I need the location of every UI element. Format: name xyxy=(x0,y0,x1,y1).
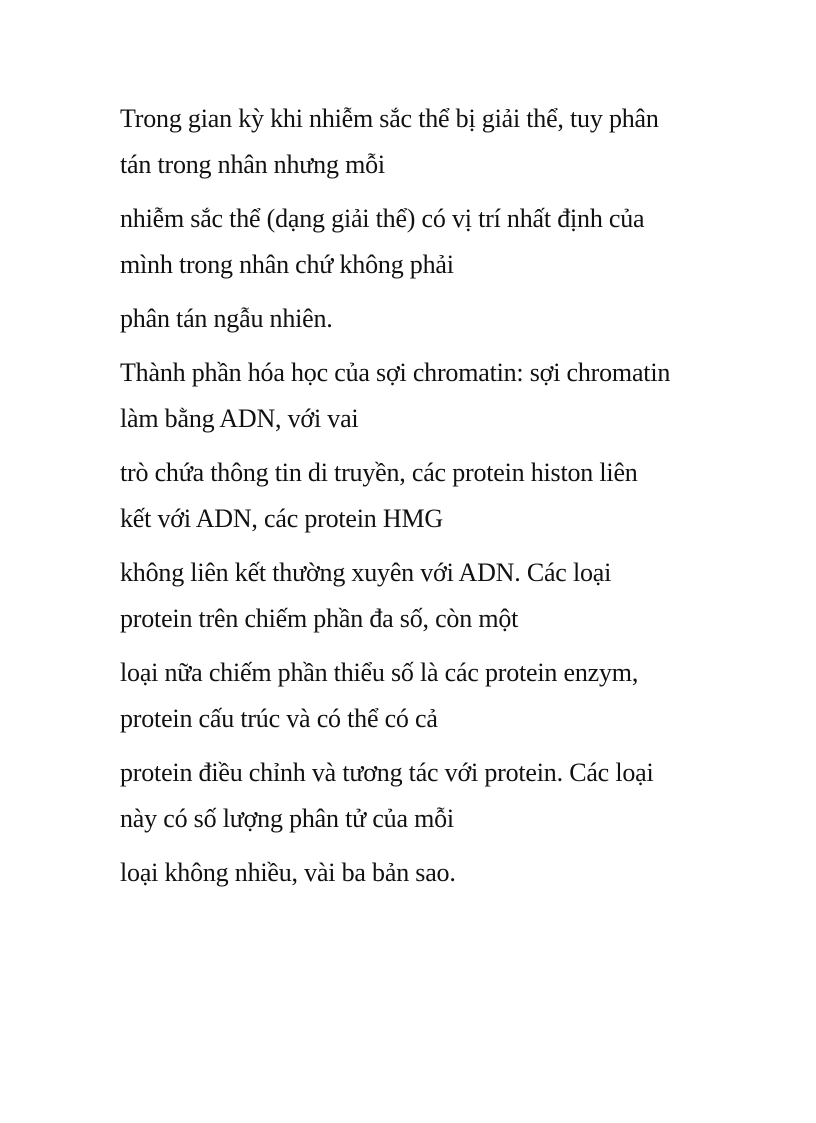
text-line: trò chứa thông tin di truyền, các protein histon liên xyxy=(120,458,638,487)
text-line: mình trong nhân chứ không phải xyxy=(120,250,454,279)
text-line: Thành phần hóa học của sợi chromatin: sợi chromatin xyxy=(120,358,671,387)
text-line: tán trong nhân nhưng mỗi xyxy=(120,150,385,179)
paragraph xyxy=(120,350,720,442)
text-line: loại không nhiều, vài ba bản sao. xyxy=(120,858,456,887)
paragraph xyxy=(120,196,720,288)
text-line: loại nữa chiếm phần thiểu số là các protein enzym, xyxy=(120,658,639,687)
text-line: nhiễm sắc thể (dạng giải thể) có vị trí nhất định của xyxy=(120,204,645,233)
text-line: protein cấu trúc và có thể có cả xyxy=(120,704,438,733)
text-line: phân tán ngẫu nhiên. xyxy=(120,304,333,333)
document-body xyxy=(120,96,720,904)
paragraph xyxy=(120,96,720,188)
text-line: protein điều chỉnh và tương tác với protein. Các loại xyxy=(120,758,654,787)
text-line: không liên kết thường xuyên với ADN. Các loại xyxy=(120,558,612,587)
text-line: Trong gian kỳ khi nhiễm sắc thể bị giải thể, tuy phân xyxy=(120,104,659,133)
text-line: kết với ADN, các protein HMG xyxy=(120,504,443,533)
text-line: protein trên chiếm phần đa số, còn một xyxy=(120,604,519,633)
text-line: này có số lượng phân tử của mỗi xyxy=(120,804,454,833)
paragraph xyxy=(120,550,720,642)
paragraph xyxy=(120,850,720,896)
paragraph xyxy=(120,750,720,842)
paragraph xyxy=(120,296,720,342)
paragraph xyxy=(120,450,720,542)
text-line: làm bằng ADN, với vai xyxy=(120,404,359,433)
paragraph xyxy=(120,650,720,742)
